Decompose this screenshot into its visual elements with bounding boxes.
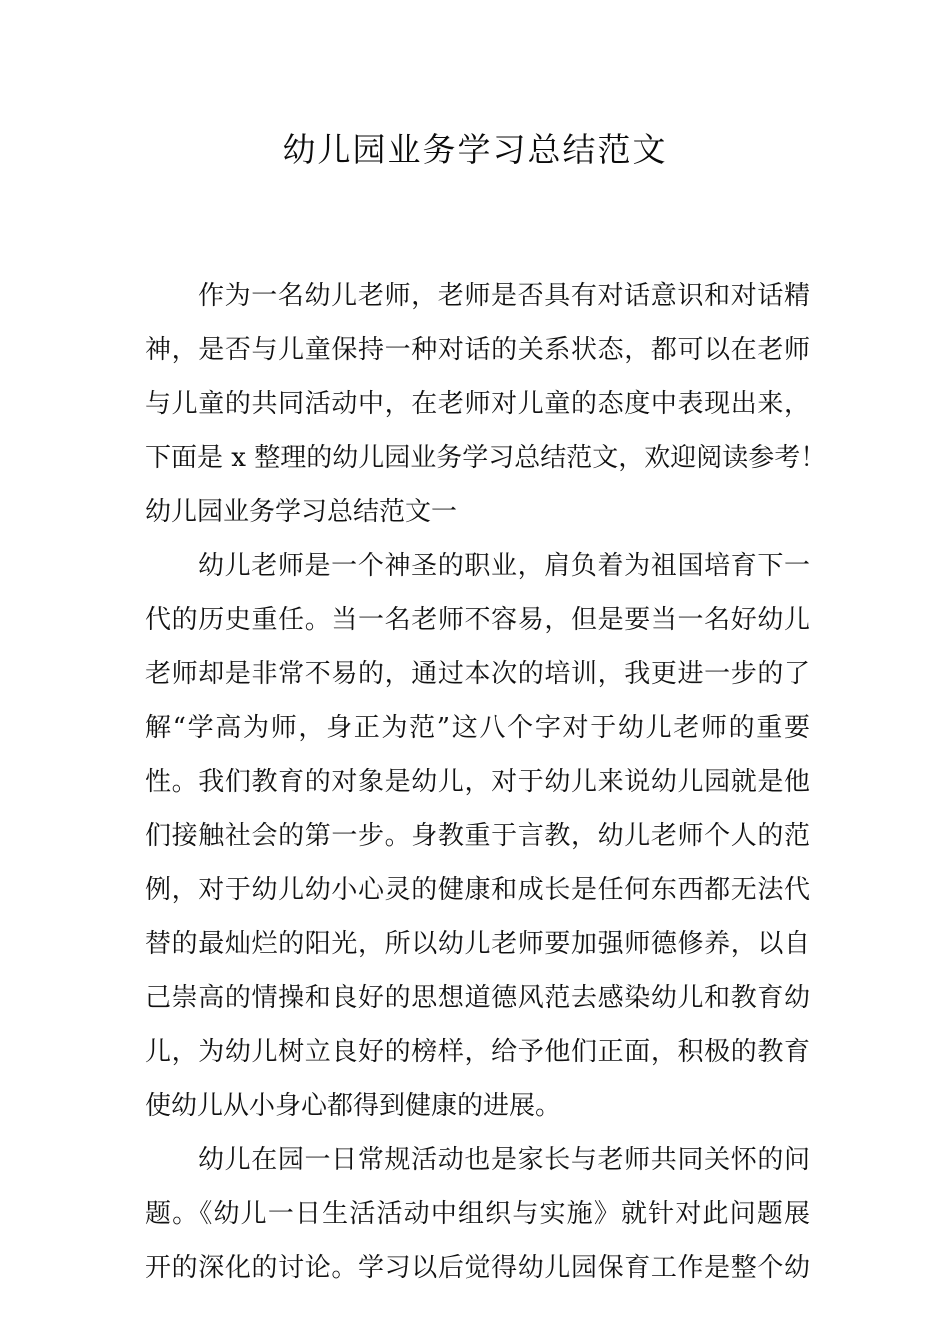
paragraph-line: 己崇高的情操和良好的思想道德风范去感染幼儿和教育幼: [145, 983, 810, 1013]
paragraph-line: 代的历史重任。当一名老师不容易，但是要当一名好幼儿: [145, 605, 810, 635]
paragraph-line: 神，是否与儿童保持一种对话的关系状态，都可以在老师: [145, 335, 810, 365]
paragraph-line: 们接触社会的第一步。身教重于言教，幼儿老师个人的范: [145, 821, 810, 851]
paragraph-line: 解“学高为师，身正为范”这八个字对于幼儿老师的重要: [145, 713, 810, 743]
document-title: 幼儿园业务学习总结范文: [282, 130, 668, 169]
paragraph-line: 老师却是非常不易的，通过本次的培训，我更进一步的了: [145, 659, 810, 689]
paragraph-line: 下面是 x 整理的幼儿园业务学习总结范文，欢迎阅读参考！: [145, 443, 827, 473]
paragraph-line: 与儿童的共同活动中，在老师对儿童的态度中表现出来，: [145, 389, 810, 419]
paragraph-line: 幼儿老师是一个神圣的职业，肩负着为祖国培育下一: [198, 551, 810, 581]
paragraph-line: 题。《幼儿一日生活活动中组织与实施》就针对此问题展: [145, 1199, 810, 1229]
paragraph-line: 儿，为幼儿树立良好的榜样，给予他们正面，积极的教育: [145, 1037, 810, 1067]
paragraph-line: 例，对于幼儿幼小心灵的健康和成长是任何东西都无法代: [145, 875, 810, 905]
paragraph-line: 作为一名幼儿老师，老师是否具有对话意识和对话精: [198, 281, 810, 311]
paragraph-line: 开的深化的讨论。学习以后觉得幼儿园保育工作是整个幼: [145, 1253, 810, 1283]
paragraph-line: 替的最灿烂的阳光，所以幼儿老师要加强师德修养，以自: [145, 929, 810, 959]
paragraph-line: 幼儿在园一日常规活动也是家长与老师共同关怀的问: [198, 1145, 810, 1175]
paragraph-line: 性。我们教育的对象是幼儿，对于幼儿来说幼儿园就是他: [145, 767, 810, 797]
section-heading: 幼儿园业务学习总结范文一: [145, 497, 458, 527]
paragraph-line: 使幼儿从小身心都得到健康的进展。: [145, 1091, 562, 1121]
